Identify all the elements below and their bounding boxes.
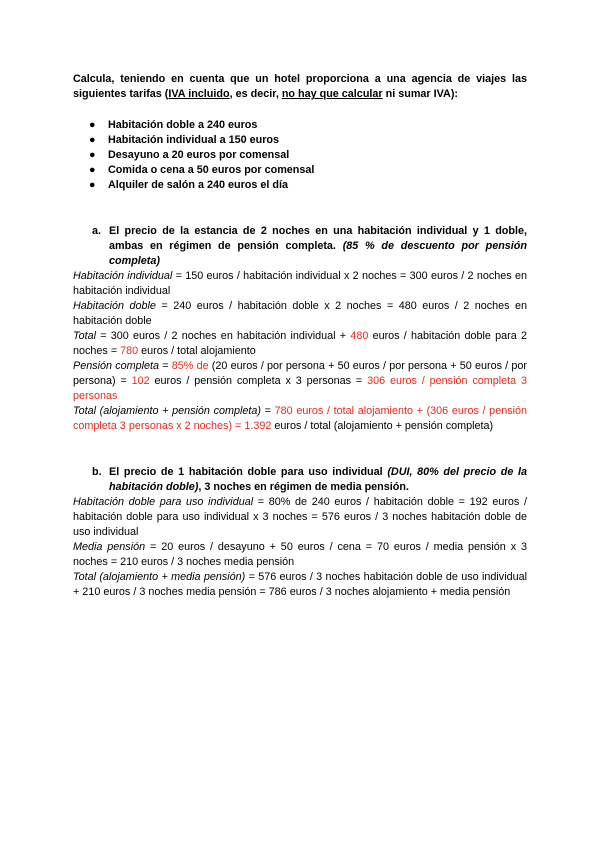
question-a-heading: a. El precio de la estancia de 2 noches en una habitación individual y 1 doble, ambas en régimen de pensión completa. (85 % de descuento por pensión completa) [92, 225, 527, 267]
tarifas-list [73, 118, 527, 193]
bullet-icon: ● [89, 119, 96, 131]
intro-underline-iva: IVA incluido [168, 88, 230, 100]
question-b-letter: b. [92, 466, 102, 478]
calc-total-alojamiento: Total = 300 euros / 2 noches en habitación individual + 480 euros / habitación doble para 2 noches = 780 euros / total alojamiento [73, 330, 528, 357]
list-item: ● Habitación individual a 150 euros [89, 134, 279, 146]
calc-media-pension: Media pensión = 20 euros / desayuno + 50 euros / cena = 70 euros / media pensión x 3 noches = 210 euros / 3 noches media pensión [73, 541, 527, 568]
intro-text-3: ni sumar IVA): [382, 88, 459, 100]
intro-underline-no-calcular: no hay que calcular [281, 88, 383, 100]
intro-statement [73, 72, 527, 102]
list-item: ● Alquiler de salón a 240 euros el día [89, 179, 289, 191]
intro-text-2: , es decir, [229, 88, 282, 100]
calc-habitacion-doble: Habitación doble = 240 euros / habitación doble x 2 noches = 480 euros / 2 noches en habitación doble [73, 300, 527, 327]
bullet-icon: ● [89, 179, 96, 191]
question-a-letter: a. [92, 225, 102, 237]
calc-total-pension-completa: Total (alojamiento + pensión completa) = 780 euros / total alojamiento + (306 euros / pensión completa 3 personas x 2 noches) = 1.392 euros / total (alojamiento + pensión completa) [73, 405, 528, 432]
question-b-heading: b. El precio de 1 habitación doble para uso individual (DUI, 80% del precio de la habitación doble), 3 noches en régimen de media pensión. [92, 466, 528, 493]
bullet-icon: ● [89, 149, 96, 161]
calc-total-media-pension: Total (alojamiento + media pensión) = 576 euros / 3 noches habitación doble de uso individual + 210 euros / 3 noches media pensión = 786 euros / 3 noches alojamiento + media pensión [73, 571, 527, 598]
list-item: ● Comida o cena a 50 euros por comensal [89, 164, 315, 176]
document-page [73, 72, 527, 600]
calc-doble-uso-individual: Habitación doble para uso individual = 80% de 240 euros / habitación doble = 192 euros / habitación doble para uso individual x 3 noches = 576 euros / 3 noches habitación doble de uso individual [73, 496, 527, 538]
bullet-icon: ● [89, 134, 96, 146]
bullet-icon: ● [89, 164, 96, 176]
calc-pension-completa: Pensión completa = 85% de (20 euros / por persona + 50 euros / por persona + 50 euros / por persona) = 102 euros / pensión completa x 3 personas = 306 euros / pensión completa 3 personas [73, 360, 527, 402]
list-item: ● Desayuno a 20 euros por comensal [89, 149, 290, 161]
calc-habitacion-individual: Habitación individual = 150 euros / habitación individual x 2 noches = 300 euros / 2 noches en habitación individual [73, 270, 527, 297]
list-item: ● Habitación doble a 240 euros [89, 119, 258, 131]
intro-text-1: Calcula, teniendo en cuenta que un hotel proporciona a una agencia de viajes las siguientes tarifas ( [73, 73, 527, 100]
